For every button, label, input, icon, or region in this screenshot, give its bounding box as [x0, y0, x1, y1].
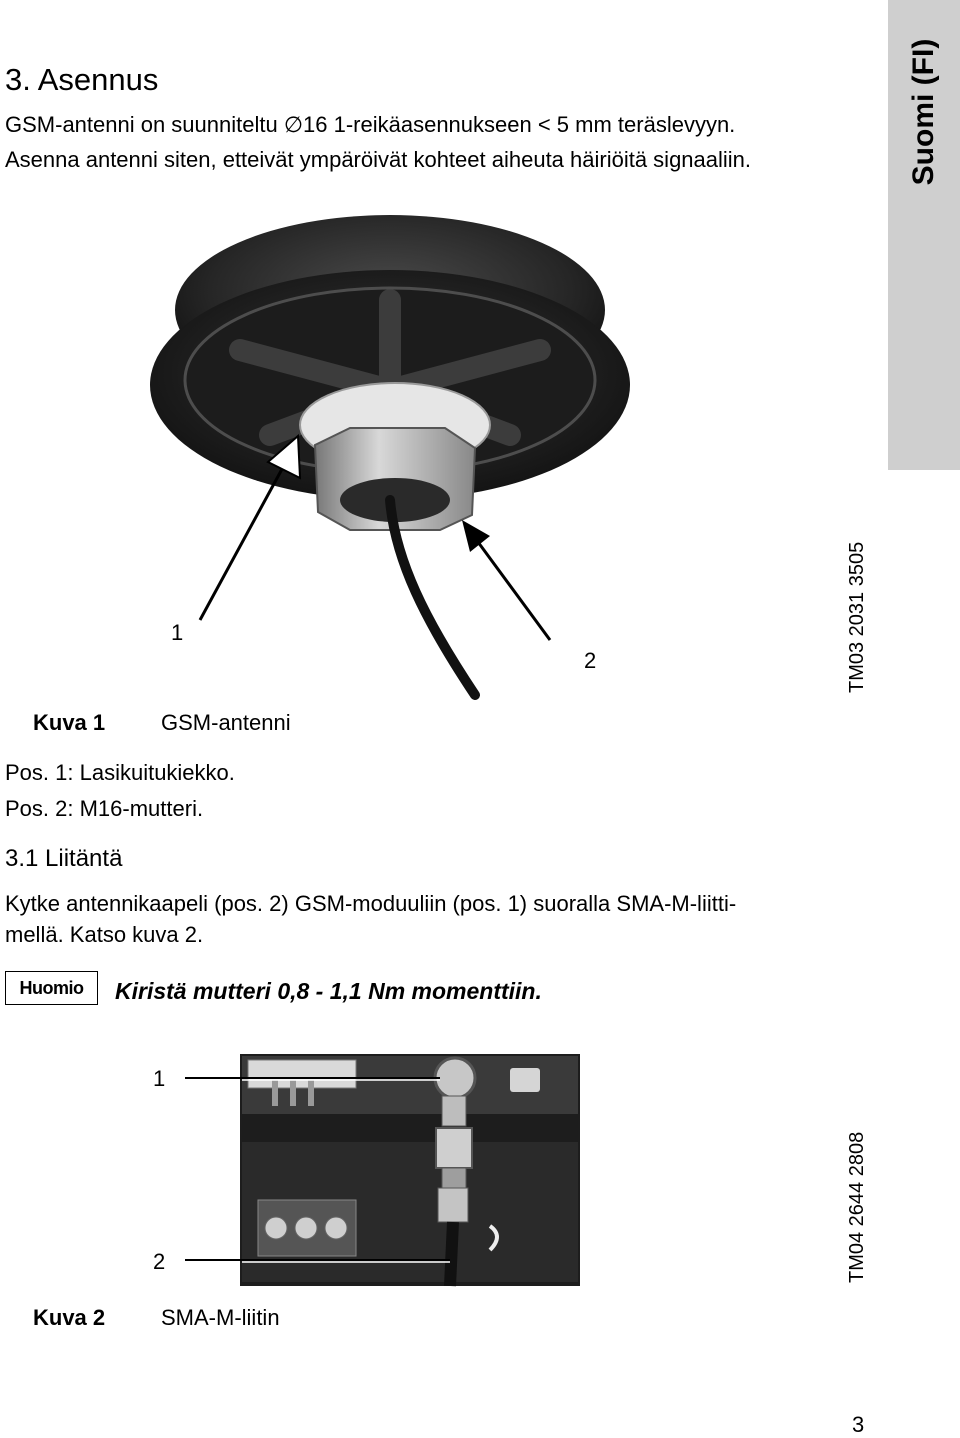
- figure1-pos1: Pos. 1: Lasikuitukiekko.: [5, 760, 235, 785]
- figure1-label-1: 1: [171, 620, 184, 645]
- figure2-caption-label: Kuva 2: [33, 1305, 106, 1330]
- diameter-symbol: ∅: [283, 112, 304, 137]
- subsection-text-line-1: Kytke antennikaapeli (pos. 2) GSM-moduuliin (pos. 1) suoralla SMA-M-liitti-: [5, 891, 737, 916]
- intro-line-1-pre: GSM-antenni on suunniteltu: [5, 112, 284, 137]
- intro-line-1-post: 16 1-reikäasennukseen < 5 mm teräslevyyn.: [303, 112, 736, 137]
- subsection-text-line-2: mellä. Katso kuva 2.: [5, 922, 204, 947]
- connector-photo: [150, 1050, 590, 1290]
- figure2-label-2: 2: [153, 1249, 166, 1274]
- section-title: 3. Asennus: [5, 62, 159, 97]
- intro-line-2: Asenna antenni siten, etteivät ympäröivät kohteet aiheuta häiriöitä signaaliin.: [5, 147, 752, 172]
- figure1-label-2: 2: [584, 648, 597, 673]
- figure1-tm-code: TM03 2031 3505: [846, 541, 868, 693]
- note-badge: Huomio: [5, 971, 98, 1005]
- page-number: 3: [852, 1412, 865, 1437]
- figure2-caption-text: SMA-M-liitin: [161, 1305, 280, 1330]
- figure2-tm-code: TM04 2644 2808: [846, 1131, 868, 1283]
- figure2-label-1: 1: [153, 1066, 166, 1091]
- language-tab-label: Suomi (FI): [907, 38, 940, 186]
- language-tab: [888, 0, 960, 470]
- subsection-title: 3.1 Liitäntä: [5, 845, 123, 872]
- figure1-caption-text: GSM-antenni: [161, 710, 291, 735]
- figure1-pos2: Pos. 2: M16-mutteri.: [5, 796, 204, 821]
- note-text: Kiristä mutteri 0,8 - 1,1 Nm momenttiin.: [115, 978, 542, 1004]
- antenna-photo: [150, 200, 710, 700]
- figure1-caption-label: Kuva 1: [33, 710, 106, 735]
- intro-line-1: [5, 108, 735, 142]
